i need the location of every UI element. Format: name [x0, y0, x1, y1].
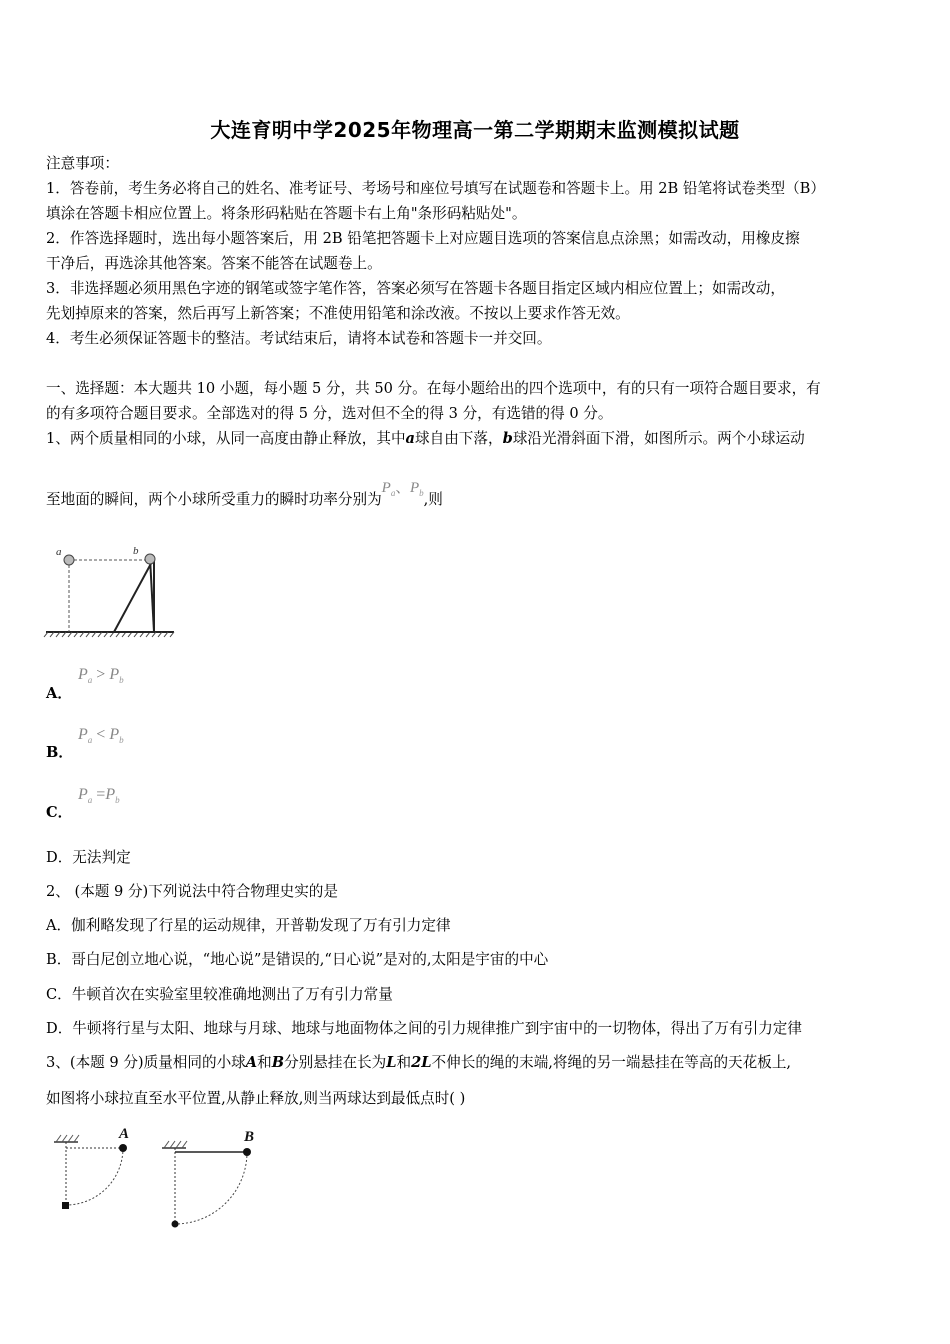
option-c-expr: $P_a =P_b$ [78, 786, 120, 806]
var-b: b [502, 430, 513, 447]
question-3-stem: 3、(本题 9 分)质量相同的小球A和B分别悬挂在长为L和2L不伸长的绳的末端,将绳的另一端悬挂在等高的天花板上, [46, 1054, 792, 1071]
label-A: A [119, 1126, 130, 1142]
option-b-label: B． [46, 744, 73, 761]
power-b: $P_b$ [409, 480, 424, 498]
question-2-stem: 2、 (本题 9 分)下列说法中符合物理史实的是 [46, 883, 338, 900]
ball-A-bottom [62, 1202, 69, 1209]
question-3-figure-b [156, 1124, 276, 1234]
option-a-label: A． [46, 685, 72, 702]
ball-B-start [243, 1148, 251, 1156]
power-a: $P_a$ [381, 480, 396, 498]
option-c-label: C． [46, 804, 73, 821]
label-B: B [244, 1129, 255, 1145]
notice-line: 1．答卷前，考生务必将自己的姓名、准考证号、考场号和座位号填写在试题卷和答题卡上。用 2B 铅笔将试卷类型（B） [46, 180, 825, 197]
option-a-expr: $P_a > P_b$ [78, 666, 124, 686]
page-title: 大连育明中学2025年物理高一第二学期期末监测模拟试题 [210, 118, 740, 142]
question-2-option: C．牛顿首次在实验室里较准确地测出了万有引力常量 [46, 986, 393, 1003]
var-a: a [405, 430, 416, 447]
label-a: a [56, 546, 62, 558]
question-3-figure-a [48, 1124, 148, 1219]
option-b-expr: $P_a < P_b$ [78, 726, 124, 746]
ball-b [145, 554, 155, 564]
swing-arc-b [175, 1152, 247, 1224]
notice-heading: 注意事项： [46, 155, 119, 172]
question-2-option: B．哥白尼创立地心说，“地心说”是错误的,“日心说”是对的,太阳是宇宙的中心 [46, 951, 549, 968]
ball-a [64, 555, 74, 565]
incline [114, 558, 154, 632]
swing-arc-a [66, 1148, 123, 1205]
question-3-stem-line2: 如图将小球拉直至水平位置,从静止释放,则当两球达到最低点时( ) [46, 1090, 466, 1107]
ball-A-start [119, 1144, 127, 1152]
question-1-stem-line2: 至地面的瞬间，两个小球所受重力的瞬时功率分别为$P_a$、$P_b$,则 [46, 479, 443, 508]
notice-line: 3．非选择题必须用黑色字迹的钢笔或签字笔作答，答案必须写在答题卡各题目指定区域内相应位置上；如需改动， [46, 280, 785, 297]
notice-line: 干净后，再选涂其他答案。答案不能答在试题卷上。 [46, 255, 382, 272]
question-2-option: A．伽利略发现了行星的运动规律，开普勒发现了万有引力定律 [46, 917, 451, 934]
label-b: b [133, 545, 139, 557]
notice-line: 先划掉原来的答案，然后再写上新答案；不准使用铅笔和涂改液。不按以上要求作答无效。 [46, 305, 630, 322]
question-1-stem: 1、两个质量相同的小球，从同一高度由静止释放，其中a球自由下落，b球沿光滑斜面下滑，如图所示。两个小球运动 [46, 430, 805, 447]
section-intro: 一、选择题：本大题共 10 小题，每小题 5 分，共 50 分。在每小题给出的四个选项中，有的只有一项符合题目要求，有 [46, 380, 821, 397]
notice-line: 4．考生必须保证答题卡的整洁。考试结束后，请将本试卷和答题卡一并交回。 [46, 330, 552, 347]
section-intro: 的有多项符合题目要求。全部选对的得 5 分，选对但不全的得 3 分，有选错的得 0 分。 [46, 405, 613, 422]
question-2-option: D．牛顿将行星与太阳、地球与月球、地球与地面物体之间的引力规律推广到宇宙中的一切物体，得出了万有引力定律 [46, 1020, 802, 1037]
ball-B-bottom [172, 1221, 179, 1228]
question-1-figure [40, 540, 180, 640]
option-d: D．无法判定 [46, 849, 131, 866]
notice-line: 填涂在答题卡相应位置上。将条形码粘贴在答题卡右上角"条形码粘贴处"。 [46, 205, 527, 222]
notice-line: 2．作答选择题时，选出每小题答案后，用 2B 铅笔把答题卡上对应题目选项的答案信息点涂黑；如需改动，用橡皮擦 [46, 230, 800, 247]
